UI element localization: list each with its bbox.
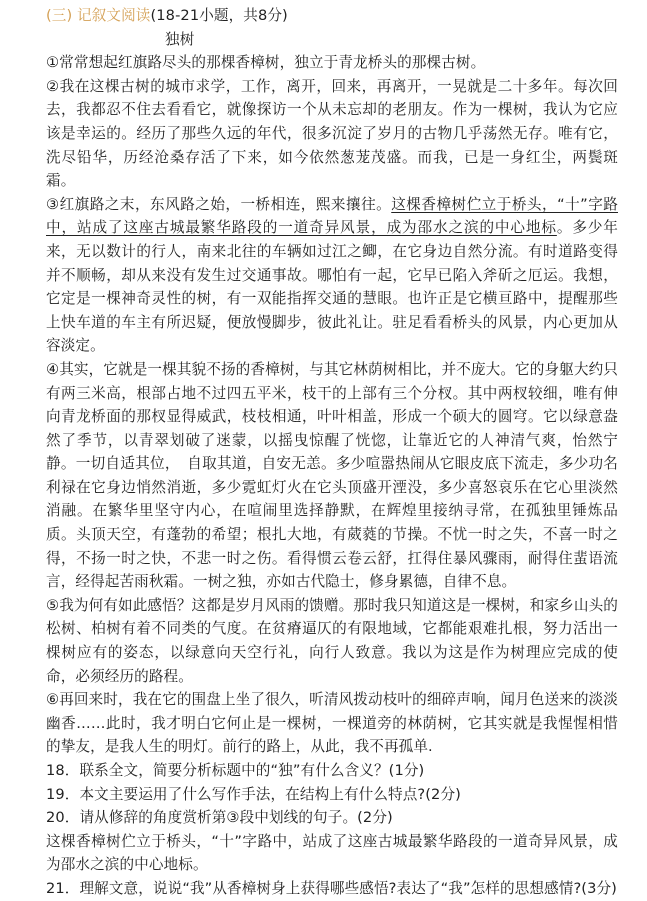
question-21: 21．理解文意，说说“我”从香樟树身上获得哪些感悟?表达了“我”怎样的思想感情?(3分) — [46, 879, 617, 897]
paragraph-4: ④其实，它就是一棵其貌不扬的香樟树，与其它林荫树相比，并不庞大。它的身躯大约只有两三米高，根部占地不过四五平米，枝干的上部有三个分杈。其中两杈较细，唯有伸向青龙桥面的那杈显得威武，枝枝相通，叶叶相盖，形成一个硕大的圆穹。它以绿意盎然了季节，以青翠划破了迷蒙，以摇曳惊醒了恍惚，让靠近它的人神清气爽，怡然宁静。一切自适其位， 自取其道，自安无恙。多少喧嚣热闹从它眼皮底下流走，多少功名利禄在它身边悄然消逝，多少霓虹灯火在它头顶盛开湮没，多少喜怒哀乐在它心里淡然消融。在繁华里坚守内心，在喧闹里选择静默，在辉煌里接纳寻常，在孤独里锤炼品质。头顶天空，有蓬勃的希望；根扎大地，有葳蕤的节操。不忧一时之失，不喜一时之得，不扬一时之快，不悲一时之伤。看得惯云卷云舒，扛得住暴风骤雨，耐得住蜚语流言，经得起苦雨秋霜。一树之独，亦如古代隐士，修身累德，自律不息。 — [46, 360, 618, 591]
section-meta: (18-21小题，共8分) — [150, 7, 288, 24]
paragraph-2: ②我在这棵古树的城市求学，工作，离开，回来，再离开，一晃就是二十多年。每次回去，我都忍不住去看看它，就像探访一个从未忘却的老朋友。作为一棵树，我认为它应该是幸运的。经历了那些久远的年代，很多沉淀了岁月的古物几乎荡然无存。唯有它，洗尽铅华，历经沧桑存活了下来，如今依然葱茏茂盛。而我，已是一身红尘，两鬓斑霜。 — [46, 77, 618, 190]
paragraph-5: ⑤我为何有如此感悟？这都是岁月风雨的馈赠。那时我只知道这是一棵树，和家乡山头的松树、柏树有着不同类的气度。在贫瘠逼仄的有限地域，它都能艰难扎根，努力活出一棵树应有的姿态，以绿意向天空行礼，向行人致意。我以为这是作为树理应完成的使命，必须经历的路程。 — [46, 596, 618, 685]
paragraph-1: ①常常想起红旗路尽头的那棵香樟树，独立于青龙桥头的那棵古树。 — [46, 54, 486, 72]
paragraph-6: ⑥再回来时，我在它的围盘上坐了很久，听清风拨动枝叶的细碎声响，闻月色送来的淡淡幽香……此时，我才明白它何止是一棵树，一棵道旁的林荫树，它其实就是我惺惺相惜的挚友，是我人生的明灯。前行的路上，从此，我不再孤单. — [46, 691, 618, 756]
section-label: (三) 记叙文阅读 — [46, 7, 151, 24]
question-18: 18．联系全文，简要分析标题中的“独”有什么含义？(1分) — [46, 762, 425, 779]
paragraph-3 — [46, 193, 618, 358]
section-heading — [46, 4, 618, 28]
question-20: 20．请从修辞的角度赏析第③段中划线的句子。(2分) — [46, 809, 393, 827]
paragraph-3-before: ③红旗路之末，东风路之始，一桥相连，熙来攘往。 — [46, 195, 392, 213]
paragraph-3-after: 。多少年来，无以数计的行人，南来北往的车辆如过江之鲫，在它身边自然分流。有时道路变得并不顺畅，却从来没有发生过交通事故。哪怕有一起，它早已陷入斧斫之厄运。我想，它定是一棵神奇灵性的树，有一双能指挥交通的慧眼。也许正是它横亘路中，提醒那些上快车道的车主有所迟疑，便放慢脚步，彼此礼让。驻足看看桥头的风景，内心更加从容淡定。 — [46, 219, 618, 355]
passage-title: 独树 — [165, 30, 195, 48]
question-20-quote: 这棵香樟树伫立于桥头，“十”字路中，站成了这座古城最繁华路段的一道奇异风景，成为邵水之滨的中心地标。 — [46, 832, 618, 874]
reading-passage — [46, 4, 618, 901]
underlined-sentence: 这棵香樟树伫立于桥头，“十”字路中，站成了这座古城最繁华路段的一道奇异风景，成为邵水之滨的中心地标 — [46, 195, 618, 237]
question-19: 19．本文主要运用了什么写作手法，在结构上有什么特点?(2分) — [46, 785, 461, 803]
